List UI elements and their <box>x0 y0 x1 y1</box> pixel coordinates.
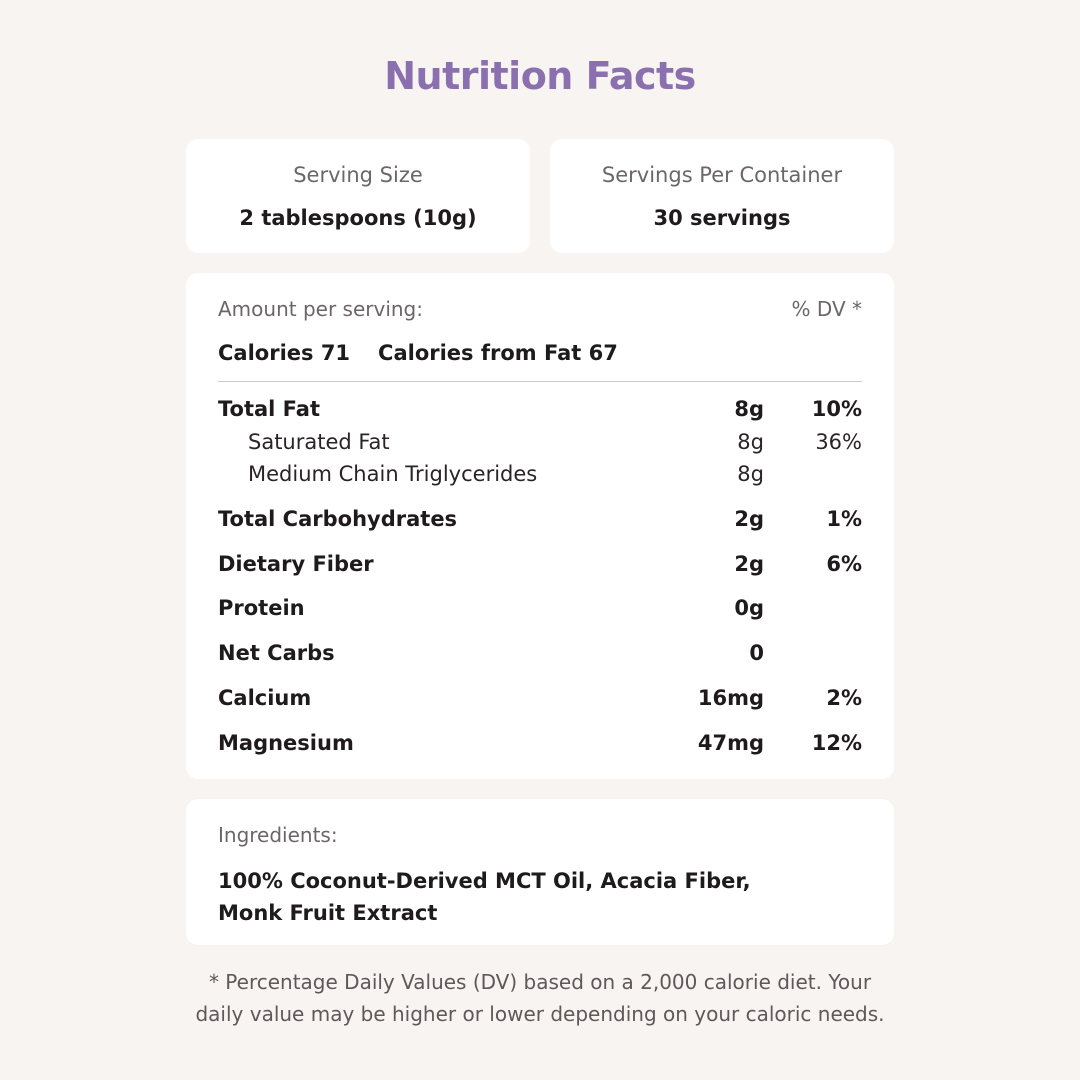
nutrient-row-total-fat <box>218 397 862 427</box>
nutrient-name: Medium Chain Triglycerides <box>248 462 538 486</box>
nutrient-row-dietary-fiber <box>218 552 862 582</box>
nutrient-amount: 2g <box>734 552 764 576</box>
nutrient-amount: 0g <box>734 596 764 620</box>
nutrient-row-net-carbs <box>218 641 862 671</box>
calories-value: Calories 71 <box>218 341 351 365</box>
nutrient-name: Dietary Fiber <box>218 552 374 576</box>
nutrient-row-magnesium <box>218 731 862 761</box>
ingredients-line: Monk Fruit Extract <box>218 901 438 925</box>
serving-size-label: Serving Size <box>293 163 423 187</box>
nutrient-daily-value: 12% <box>811 731 862 755</box>
nutrient-daily-value: 2% <box>826 686 862 710</box>
ingredients-label: Ingredients: <box>218 823 338 847</box>
nutrient-daily-value: 1% <box>826 507 862 531</box>
nutrient-name: Magnesium <box>218 731 354 755</box>
ingredients-line: 100% Coconut-Derived MCT Oil, Acacia Fiber, <box>218 869 751 893</box>
nutrient-name: Net Carbs <box>218 641 335 665</box>
nutrient-name: Protein <box>218 596 305 620</box>
servings-per-container-value: 30 servings <box>653 206 791 230</box>
nutrient-amount: 2g <box>734 507 764 531</box>
daily-value-header: % DV * <box>791 297 862 321</box>
servings-per-container-label: Servings Per Container <box>601 163 843 187</box>
nutrient-amount: 8g <box>734 397 764 421</box>
nutrient-row-mct <box>218 462 862 492</box>
page-title: Nutrition Facts <box>384 54 696 98</box>
nutrient-amount: 8g <box>737 430 764 454</box>
footnote-line: * Percentage Daily Values (DV) based on a 2,000 calorie diet. Your <box>208 970 872 994</box>
serving-size-value: 2 tablespoons (10g) <box>239 206 477 230</box>
nutrient-daily-value: 36% <box>815 430 862 454</box>
nutrient-name: Total Fat <box>218 397 321 421</box>
ingredients-card <box>186 799 894 945</box>
calories-from-fat-value: Calories from Fat 67 <box>378 341 618 365</box>
footnote-line: daily value may be higher or lower depending on your caloric needs. <box>195 1002 885 1026</box>
nutrient-amount: 16mg <box>697 686 764 710</box>
calories-line <box>218 341 618 365</box>
nutrient-row-protein <box>218 596 862 626</box>
nutrient-amount: 8g <box>737 462 764 486</box>
nutrient-row-calcium <box>218 686 862 716</box>
servings-per-container-card <box>550 139 894 253</box>
nutrient-amount: 47mg <box>697 731 764 755</box>
nutrient-daily-value: 6% <box>826 552 862 576</box>
nutrient-name: Calcium <box>218 686 312 710</box>
nutrient-row-saturated-fat <box>218 430 862 460</box>
nutrient-amount: 0 <box>749 641 764 665</box>
nutrient-name: Saturated Fat <box>248 430 390 454</box>
divider <box>218 381 862 382</box>
serving-size-card <box>186 139 530 253</box>
nutrient-row-total-carbohydrates <box>218 507 862 537</box>
amount-per-serving-label: Amount per serving: <box>218 297 423 321</box>
ingredients-list <box>218 865 778 929</box>
nutrient-daily-value: 10% <box>811 397 862 421</box>
nutrient-name: Total Carbohydrates <box>218 507 458 531</box>
nutrition-card <box>186 273 894 779</box>
daily-value-footnote <box>140 966 940 1030</box>
